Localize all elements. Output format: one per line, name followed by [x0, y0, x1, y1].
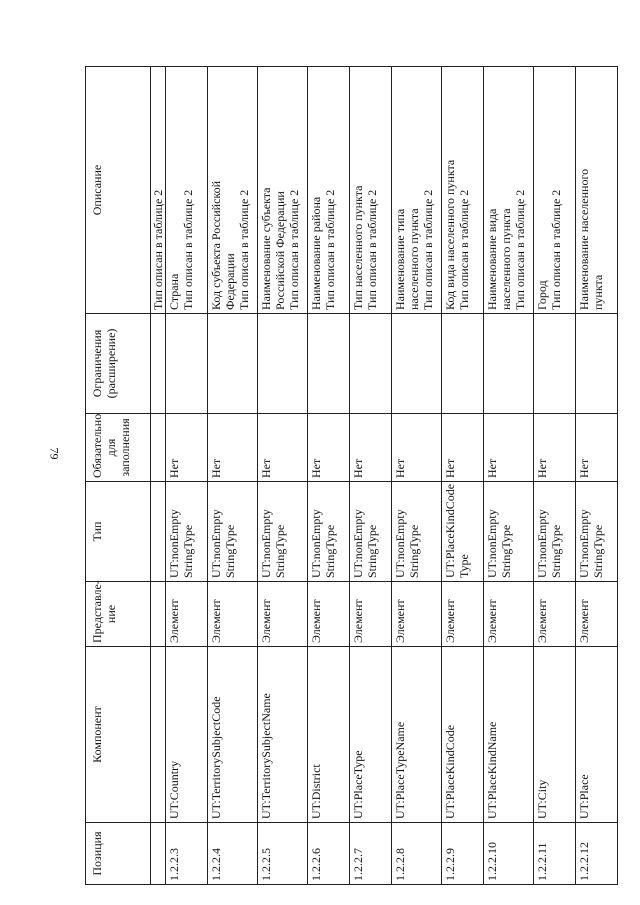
rotated-table-container [85, 67, 605, 885]
table-row [392, 67, 442, 885]
cell-component: UT:PlaceTypeName [392, 647, 442, 823]
cell-line: Город [535, 280, 549, 310]
header-type: Тип [86, 482, 151, 582]
header-required: Обязательно для заполнения [86, 414, 151, 482]
cell-position: 1.2.2.12 [576, 823, 618, 885]
cell-required: Нет [576, 414, 618, 482]
cell-type [392, 482, 442, 582]
cell-representation: Элемент [258, 582, 308, 647]
cell-line: UT:nonEmpty [485, 509, 499, 578]
cell-line: Тип описан в таблице 2 [181, 189, 195, 310]
cell-line: Тип описан в таблице 2 [549, 189, 563, 310]
cell-required: Нет [392, 414, 442, 482]
cell-description [166, 67, 208, 314]
cell-required: Нет [484, 414, 534, 482]
header-description: Описание [86, 67, 151, 314]
data-table [85, 66, 618, 885]
cell-line: населенного пункта [499, 208, 513, 310]
cell-constraints [208, 314, 258, 414]
cell-line: Тип описан в таблице 2 [513, 189, 527, 310]
cell-component: UT:PlaceType [350, 647, 392, 823]
cell-description [258, 67, 308, 314]
cell-component: UT:PlaceKindCode [442, 647, 484, 823]
cell-required: Нет [208, 414, 258, 482]
cell-line: UT:nonEmpty [351, 509, 365, 578]
cell-constraints [166, 314, 208, 414]
cell-constraints [442, 314, 484, 414]
cell-constraints [308, 314, 350, 414]
cell-representation: Элемент [442, 582, 484, 647]
cell-component: UT:TerritorySubjectName [258, 647, 308, 823]
cell-line: StringType [323, 524, 337, 578]
cell-required: Нет [308, 414, 350, 482]
cell-line: UT:nonEmpty [259, 509, 273, 578]
cell-required: Нет [258, 414, 308, 482]
cell-required: Нет [534, 414, 576, 482]
cell-line: Федерации [223, 253, 237, 310]
cell-line: Код вида населенного пункта [443, 159, 457, 310]
header-component: Компонент [86, 647, 151, 823]
table-row [166, 67, 208, 885]
table-row [534, 67, 576, 885]
table-row [151, 67, 166, 885]
cell-line: Страна [167, 273, 181, 310]
table-row [350, 67, 392, 885]
cell-component: UT:TerritorySubjectCode [208, 647, 258, 823]
cell-description [484, 67, 534, 314]
cell-line: Наименование населенного [577, 168, 591, 310]
cell-line: StringType [499, 524, 513, 578]
cell-line: UT:nonEmpty [577, 509, 591, 578]
cell-description [442, 67, 484, 314]
cell-position: 1.2.2.3 [166, 823, 208, 885]
cell-position: 1.2.2.10 [484, 823, 534, 885]
cell-type [308, 482, 350, 582]
cell-constraints [350, 314, 392, 414]
cell-line: StringType [591, 524, 605, 578]
cell-position: 1.2.2.5 [258, 823, 308, 885]
cell-type [208, 482, 258, 582]
cell-description [576, 67, 618, 314]
cell-line: Наименование субъекта [259, 187, 273, 310]
header-constraints: Ограничения (расширение) [86, 314, 151, 414]
cell-line: Тип описан в таблице 2 [323, 189, 337, 310]
cell-component: UT:Place [576, 647, 618, 823]
cell-line: UT:nonEmpty [309, 509, 323, 578]
cell-position: 1.2.2.8 [392, 823, 442, 885]
cell-position: 1.2.2.9 [442, 823, 484, 885]
cell-line: StringType [365, 524, 379, 578]
cell-line: UT:nonEmpty [209, 509, 223, 578]
cell-description [308, 67, 350, 314]
header-position: Позиция [86, 823, 151, 885]
cell-type [166, 482, 208, 582]
cell-line: StringType [549, 524, 563, 578]
cell-representation: Элемент [308, 582, 350, 647]
cell-line: Наименование вида [485, 208, 499, 310]
table-row [208, 67, 258, 885]
cell-required: Нет [442, 414, 484, 482]
cell-representation: Элемент [392, 582, 442, 647]
cell-line: Код субъекта Российской [209, 180, 223, 310]
table-row [576, 67, 618, 885]
cell-type [534, 482, 576, 582]
cell-type [258, 482, 308, 582]
cell-line: Российской Федерации [273, 191, 287, 310]
cell-required: Нет [166, 414, 208, 482]
cell-position: 1.2.2.4 [208, 823, 258, 885]
cell-line: Тип описан в таблице 2 [237, 189, 251, 310]
cell-constraints [534, 314, 576, 414]
cell-position: 1.2.2.7 [350, 823, 392, 885]
cell-line: Тип описан в таблице 2 [365, 189, 379, 310]
cell-line: населенного пункта [407, 208, 421, 310]
cell-type [484, 482, 534, 582]
cell-description [392, 67, 442, 314]
table-row [308, 67, 350, 885]
cell-line: пункта [591, 274, 605, 310]
cell-component: UT:Country [166, 647, 208, 823]
cell-line: Тип описан в таблице 2 [287, 189, 301, 310]
cell-line: Тип описан в таблице 2 [421, 189, 435, 310]
cell-line: UT:PlaceKindCode [443, 483, 457, 578]
cell-line: StringType [223, 524, 237, 578]
cell-line: StringType [273, 524, 287, 578]
cell-representation: Элемент [350, 582, 392, 647]
cell-position: 1.2.2.6 [308, 823, 350, 885]
cell-description [350, 67, 392, 314]
cell-line: StringType [181, 524, 195, 578]
cell-representation: Элемент [166, 582, 208, 647]
cell-component: UT:PlaceKindName [484, 647, 534, 823]
cell-description [208, 67, 258, 314]
cell-position: 1.2.2.11 [534, 823, 576, 885]
table-row [258, 67, 308, 885]
cell-type [442, 482, 484, 582]
cell-component: UT:District [308, 647, 350, 823]
table-frame [85, 67, 605, 885]
cell-line: UT:nonEmpty [167, 509, 181, 578]
cell-representation: Элемент [576, 582, 618, 647]
cell-type [576, 482, 618, 582]
cell-constraints [258, 314, 308, 414]
cell-representation: Элемент [484, 582, 534, 647]
cell-representation: Элемент [534, 582, 576, 647]
cell-required: Нет [350, 414, 392, 482]
cell-description [534, 67, 576, 314]
cell-line: Наименование района [309, 196, 323, 310]
cell-line: UT:nonEmpty [535, 509, 549, 578]
table-row [484, 67, 534, 885]
cell-line: Наименование типа [393, 208, 407, 310]
cell-constraints [484, 314, 534, 414]
table-row [442, 67, 484, 885]
cell-line: Тип описан в таблице 2 [457, 189, 471, 310]
cell-representation: Элемент [208, 582, 258, 647]
cell-constraints [576, 314, 618, 414]
page-number: 79 [47, 447, 62, 460]
cell-line: Тип населенного пункта [351, 185, 365, 310]
cell-description: Тип описан в таблице 2 [151, 67, 166, 314]
cell-line: StringType [407, 524, 421, 578]
header-representation: Представле-ние [86, 582, 151, 647]
cell-line: Type [457, 554, 471, 578]
cell-constraints [392, 314, 442, 414]
header-row [86, 67, 151, 885]
cell-line: UT:nonEmpty [393, 509, 407, 578]
cell-component: UT:City [534, 647, 576, 823]
cell-type [350, 482, 392, 582]
